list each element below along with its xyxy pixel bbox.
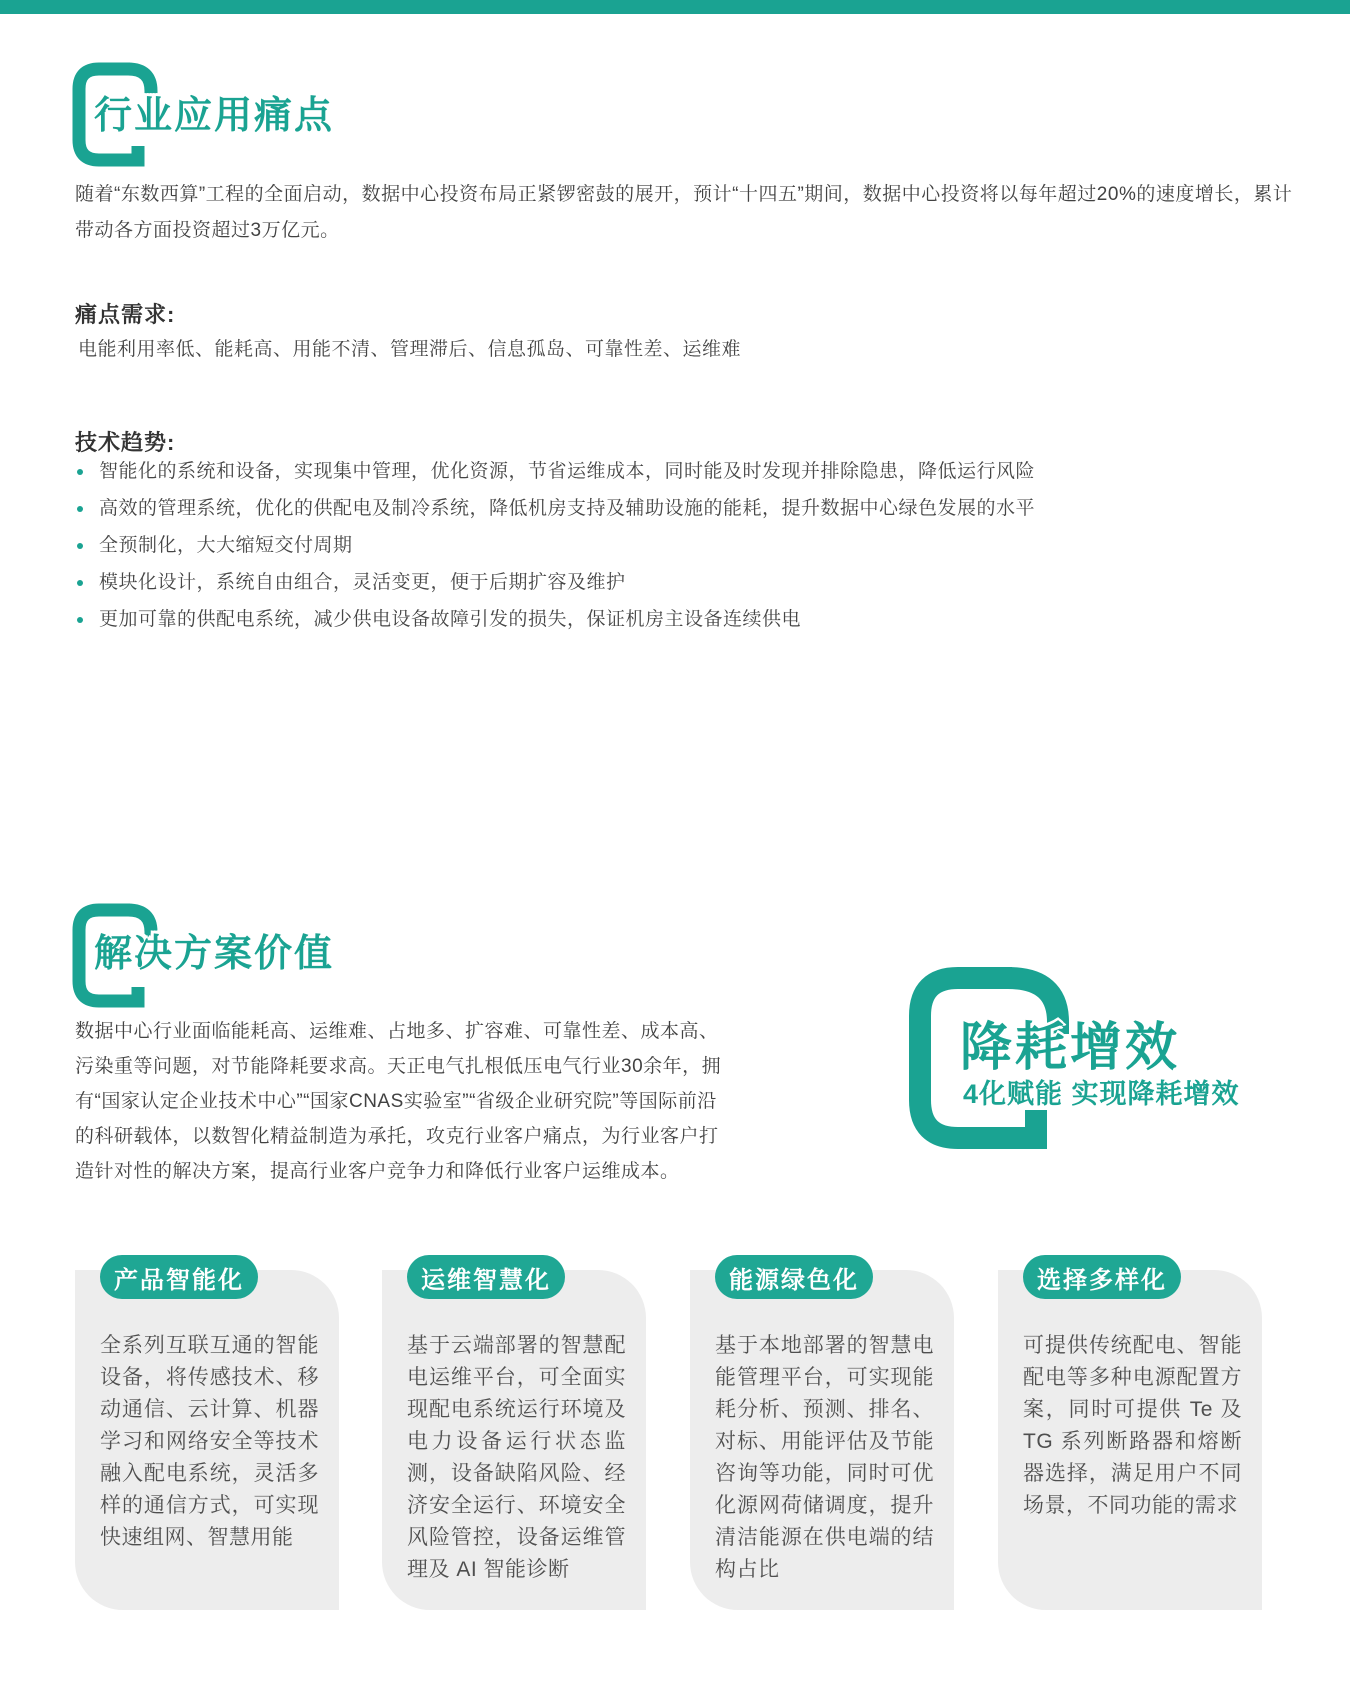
value-card-green-energy bbox=[690, 1255, 954, 1610]
pain-demand-text: 电能利用率低、能耗高、用能不清、管理滞后、信息孤岛、可靠性差、运维难 bbox=[78, 339, 742, 360]
trend-item-text: 智能化的系统和设备，实现集中管理，优化资源，节省运维成本，同时能及时发现并排除隐患，降低运行风险 bbox=[99, 461, 1036, 482]
trend-item bbox=[75, 462, 1225, 482]
top-accent-bar bbox=[0, 0, 1350, 14]
card-text: 可提供传统配电、智能配电等多种电源配置方案，同时可提供 Te 及 TG 系列断路器和熔断器选择，满足用户不同场景，不同功能的需求 bbox=[1023, 1334, 1242, 1517]
card-body bbox=[998, 1270, 1262, 1610]
section-title-solution-value: 解决方案价值 bbox=[94, 933, 335, 975]
card-body bbox=[690, 1270, 954, 1610]
trend-item-text: 高效的管理系统，优化的供配电及制冷系统，降低机房支持及辅助设施的能耗，提升数据中心绿色发展的水平 bbox=[99, 498, 1036, 519]
trend-item-text: 更加可靠的供配电系统，减少供电设备故障引发的损失，保证机房主设备连续供电 bbox=[99, 609, 802, 630]
trend-item bbox=[75, 499, 1225, 519]
trend-item-text: 模块化设计，系统自由组合，灵活变更，便于后期扩容及维护 bbox=[99, 572, 626, 593]
card-text: 基于本地部署的智慧电能管理平台，可实现能耗分析、预测、排名、对标、用能评估及节能咨询等功能，同时可优化源网荷储调度，提升清洁能源在供电端的结构占比 bbox=[715, 1334, 934, 1581]
trend-item bbox=[75, 536, 1225, 556]
value-card-smart-operation bbox=[382, 1255, 646, 1610]
card-body bbox=[75, 1270, 339, 1610]
value-card-diverse-choice bbox=[998, 1255, 1262, 1610]
industry-intro-paragraph: 随着“东数西算”工程的全面启动，数据中心投资布局正紧锣密鼓的展开，预计“十四五”期间，数据中心投资将以每年超过20%的速度增长，累计带动各方面投资超过3万亿元。 bbox=[75, 184, 1293, 241]
card-title-pill: 运维智慧化 bbox=[407, 1255, 565, 1299]
badge-subtitle: 4化赋能 实现降耗增效 bbox=[963, 1079, 1240, 1109]
trend-item bbox=[75, 610, 1225, 630]
card-text: 基于云端部署的智慧配电运维平台，可全面实现配电系统运行环境及电力设备运行状态监测，设备缺陷风险、经济安全运行、环境安全风险管控，设备运维管理及 AI 智能诊断 bbox=[407, 1334, 626, 1581]
value-card-product-intelligence bbox=[75, 1255, 339, 1610]
card-title-pill: 能源绿色化 bbox=[715, 1255, 873, 1299]
solution-value-paragraph: 数据中心行业面临能耗高、运维难、占地多、扩容难、可靠性差、成本高、污染重等问题，对节能降耗要求高。天正电气扎根低压电气行业30余年，拥有“国家认定企业技术中心”“国家CNAS实验室”“省级企业研究院”等国际前沿的科研载体，以数智化精益制造为承托，攻克行业客户痛点，为行业客户打造针对性的解决方案，提高行业客户竞争力和降低行业客户运维成本。 bbox=[75, 1021, 722, 1182]
badge-title: 降耗增效 bbox=[960, 1019, 1181, 1077]
tech-trend-label: 技术趋势: bbox=[75, 430, 176, 455]
pain-demand-label: 痛点需求: bbox=[75, 302, 176, 327]
bullet-dot-icon bbox=[77, 580, 83, 586]
card-body bbox=[382, 1270, 646, 1610]
card-title-pill: 选择多样化 bbox=[1023, 1255, 1181, 1299]
trend-item-text: 全预制化，大大缩短交付周期 bbox=[99, 535, 353, 556]
card-text: 全系列互联互通的智能设备，将传感技术、移动通信、云计算、机器学习和网络安全等技术融入配电系统，灵活多样的通信方式，可实现快速组网、智慧用能 bbox=[100, 1334, 319, 1549]
bullet-dot-icon bbox=[77, 617, 83, 623]
section-title-industry-pain-points: 行业应用痛点 bbox=[94, 95, 335, 137]
bullet-dot-icon bbox=[77, 543, 83, 549]
card-title-pill: 产品智能化 bbox=[100, 1255, 258, 1299]
bullet-dot-icon bbox=[77, 506, 83, 512]
bullet-dot-icon bbox=[77, 469, 83, 475]
tech-trend-list bbox=[75, 462, 1225, 647]
trend-item bbox=[75, 573, 1225, 593]
